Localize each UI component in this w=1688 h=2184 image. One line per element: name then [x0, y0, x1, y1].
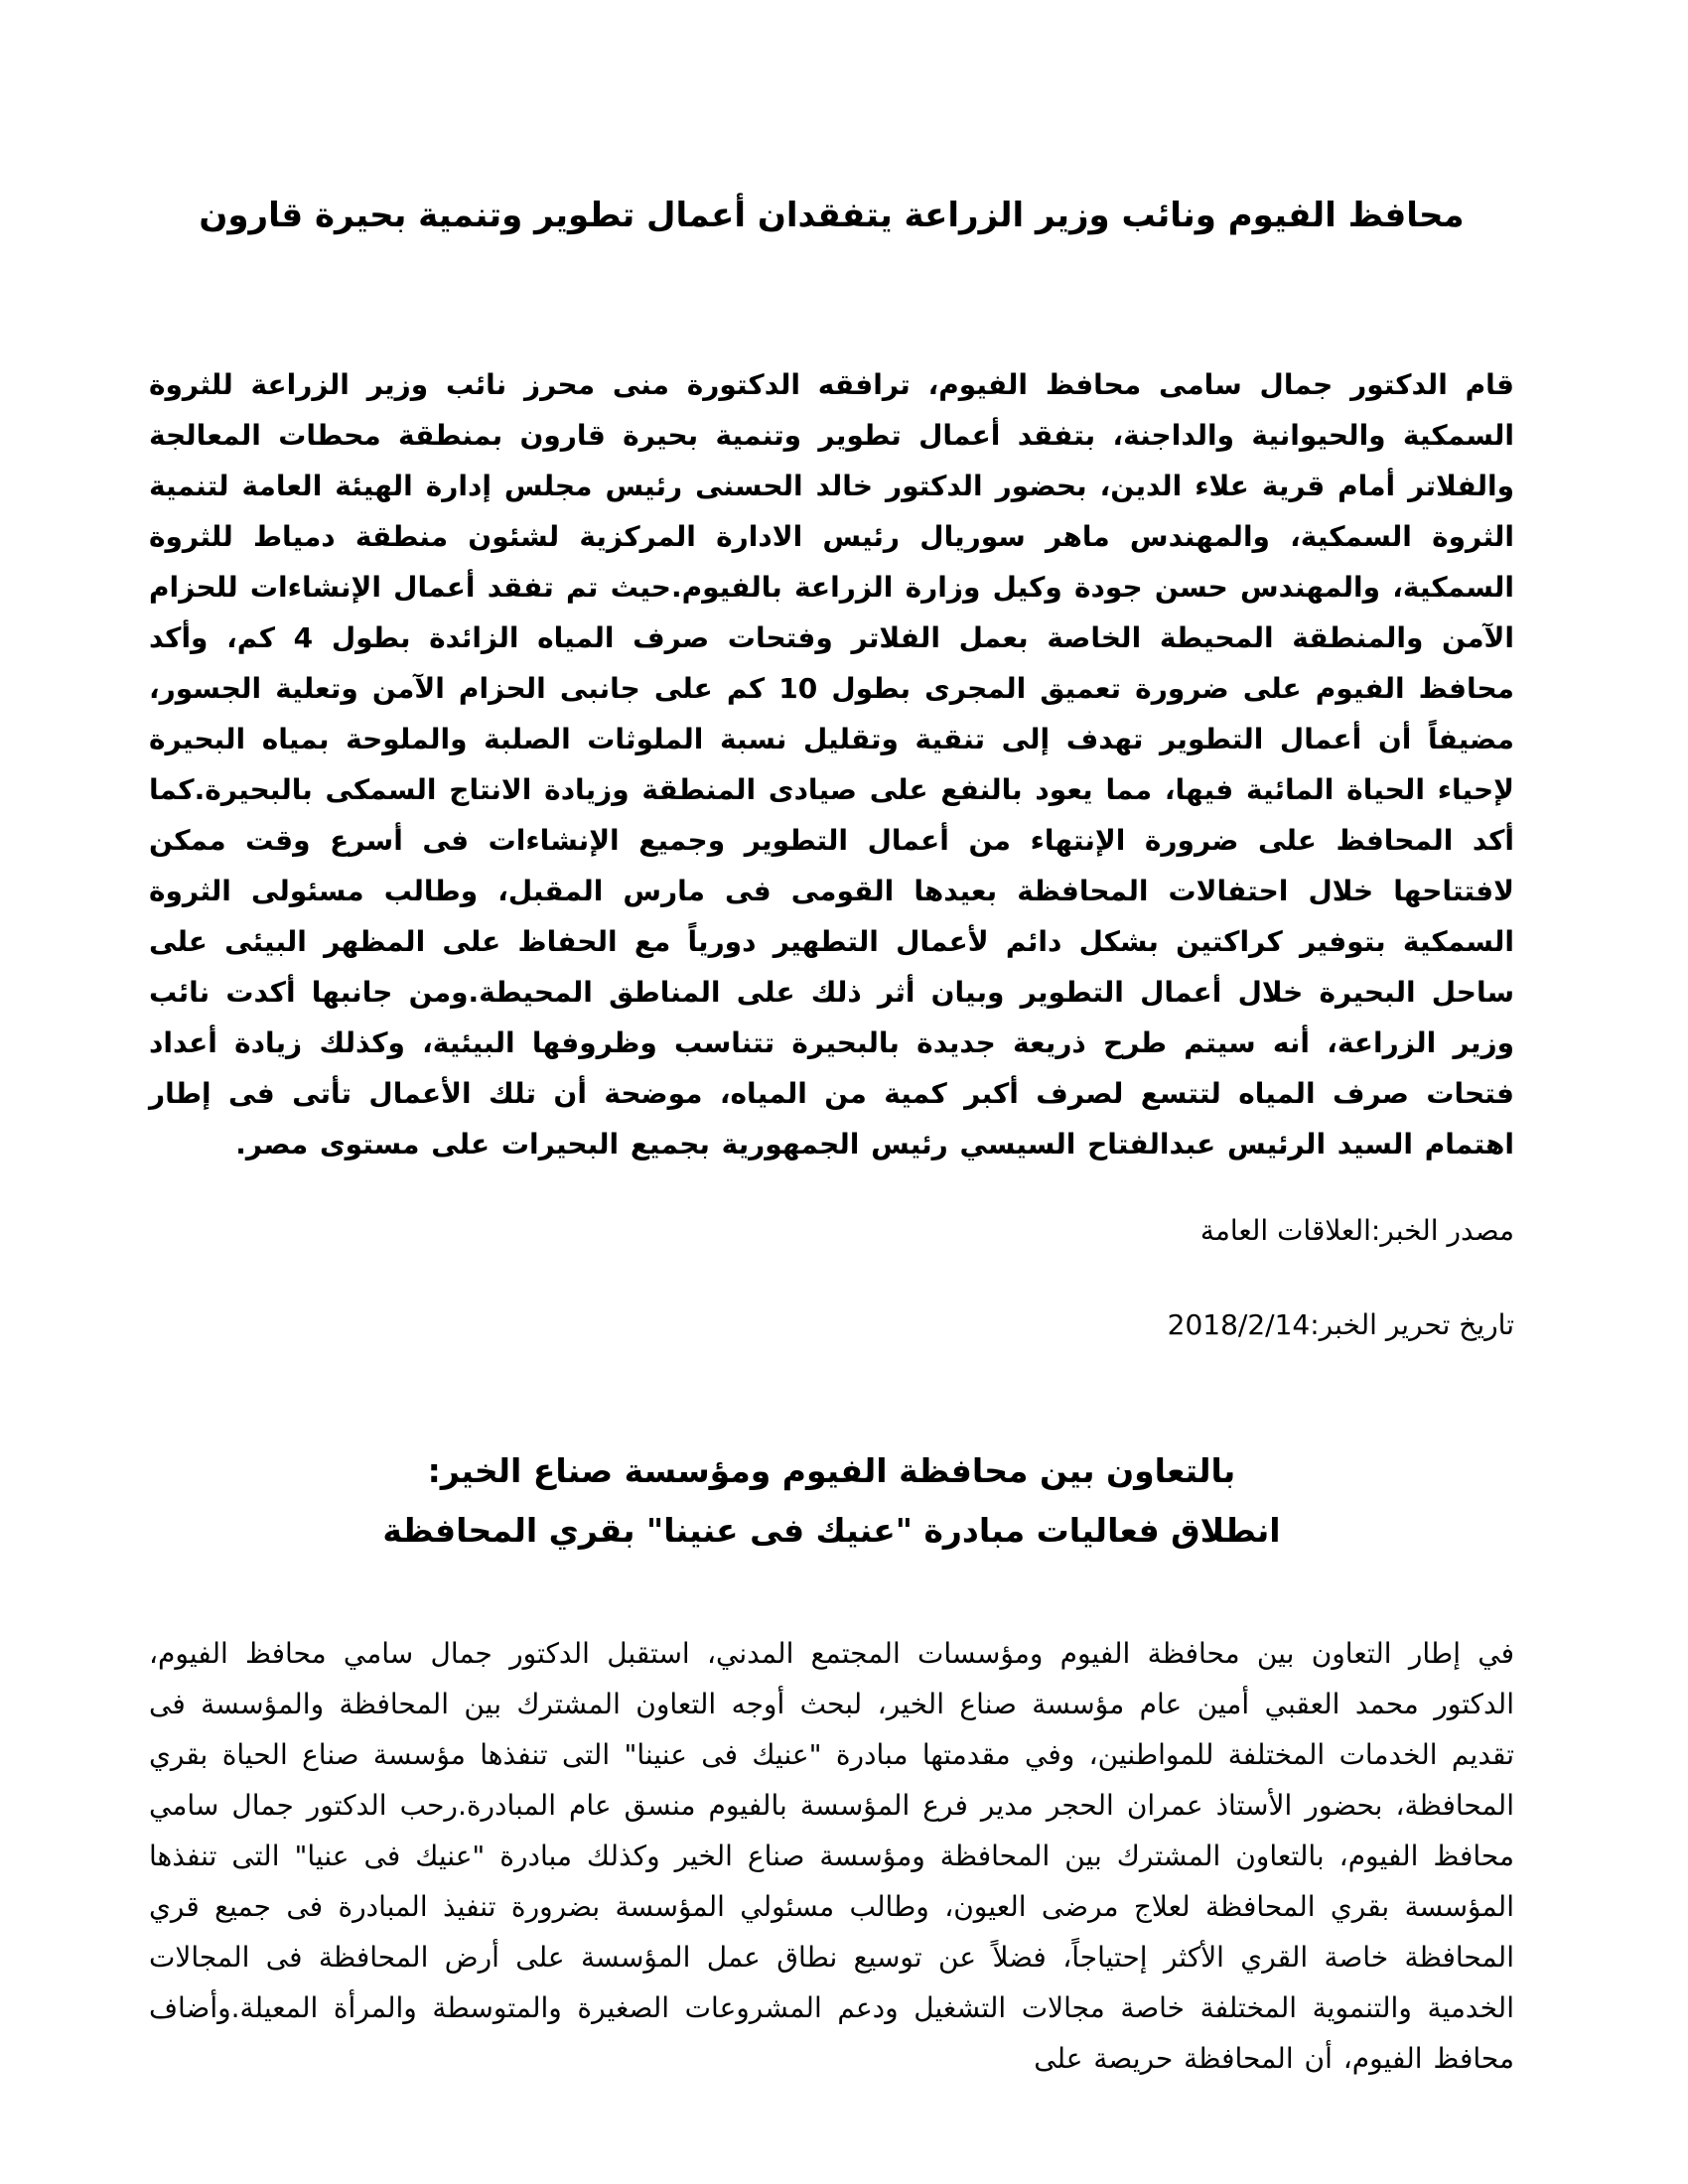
article2-title-line1: بالتعاون بين محافظة الفيوم ومؤسسة صناع الخير: [427, 1451, 1236, 1490]
article2-title [149, 1350, 1514, 1561]
article1-title: محافظ الفيوم ونائب وزير الزراعة يتفقدان أعمال تطوير وتنمية بحيرة قارون [199, 196, 1465, 235]
news-source-line: مصدر الخبر:العلاقات العامة [1199, 1214, 1514, 1247]
news-date-line: تاريخ تحرير الخبر:2018/2/14 [1167, 1308, 1514, 1341]
article1-body: قام الدكتور جمال سامى محافظ الفيوم، ترافقه الدكتورة منى محرز نائب وزير الزراعة للثروة السمكية والحيوانية والداجنة، بتفقد أعمال تطوير وتنمية بحيرة قارون بمنطقة محطات المعالجة والفلاتر أمام قرية علاء الدين، بحضور الدكتور خالد الحسنى رئيس مجلس إدارة الهيئة العامة لتنمية الثروة السمكية، والمهندس ماهر سوريال رئيس الادارة المركزية لشئون منطقة دمياط للثروة السمكية، والمهندس حسن جودة وكيل وزارة الزراعة بالفيوم.حيث تم تفقد أعمال الإنشاءات للحزام الآمن والمنطقة المحيطة الخاصة بعمل الفلاتر وفتحات صرف المياه الزائدة بطول 4 كم، وأكد محافظ الفيوم على ضرورة تعميق المجرى بطول 10 كم على جانبى الحزام الآمن وتعلية الجسور، مضيفاً أن أعمال التطوير تهدف إلى تنقية وتقليل نسبة الملوثات الصلبة والملوحة بمياه البحيرة لإحياء الحياة المائية فيها، مما يعود بالنفع على صيادى المنطقة وزيادة الانتاج السمكى بالبحيرة.كما أكد المحافظ على ضرورة الإنتهاء من أعمال التطوير وجميع الإنشاءات فى أسرع وقت ممكن لافتتاحها خلال احتفالات المحافظة بعيدها القومى فى مارس المقبل، وطالب مسئولى الثروة السمكية بتوفير كراكتين بشكل دائم لأعمال التطهير دورياً مع الحفاظ على المظهر البيئى على ساحل البحيرة خلال أعمال التطوير وبيان أثر ذلك على المناطق المحيطة.ومن جانبها أكدت نائب وزير الزراعة، أنه سيتم طرح ذريعة جديدة بالبحيرة تتناسب وظروفها البيئية، وكذلك زيادة أعداد فتحات صرف المياه لتتسع لصرف أكبر كمية من المياه، موضحة أن تلك الأعمال تأتى فى إطار اهتمام السيد الرئيس عبدالفتاح السيسي رئيس الجمهورية بجميع البحيرات على مستوى مصر. [149, 368, 1515, 1160]
article2-body: في إطار التعاون بين محافظة الفيوم ومؤسسات المجتمع المدني، استقبل الدكتور جمال سامي محافظ الفيوم، الدكتور محمد العقبي أمين عام مؤسسة صناع الخير، لبحث أوجه التعاون المشترك بين المحافظة والمؤسسة فى تقديم الخدمات المختلفة للمواطنين، وفي مقدمتها مبادرة "عنيك فى عنينا" التى تنفذها مؤسسة صناع الحياة بقري المحافظة، بحضور الأستاذ عمران الحجر مدير فرع المؤسسة بالفيوم منسق عام المبادرة.رحب الدكتور جمال سامي محافظ الفيوم، بالتعاون المشترك بين المحافظة ومؤسسة صناع الخير وكذلك مبادرة "عنيك فى عنيا" التى تنفذها المؤسسة بقري المحافظة لعلاج مرضى العيون، وطالب مسئولي المؤسسة بضرورة تنفيذ المبادرة فى جميع قري المحافظة خاصة القري الأكثر إحتياجاً، فضلاً عن توسيع نطاق عمل المؤسسة على أرض المحافظة فى المجالات الخدمية والتنموية المختلفة خاصة مجالات التشغيل ودعم المشروعات الصغيرة والمتوسطة والمرأة المعيلة.وأضاف محافظ الفيوم، أن المحافظة حريصة على [149, 1637, 1514, 2075]
article2-title-line2: انطلاق فعاليات مبادرة "عنيك فى عنينا" بقري المحافظة [382, 1511, 1281, 1550]
